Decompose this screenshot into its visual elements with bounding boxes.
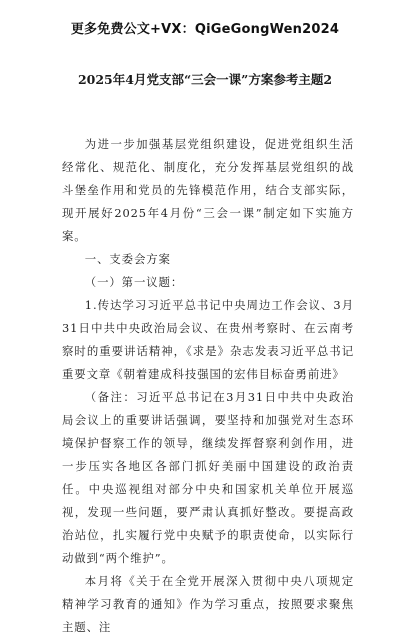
subsection-heading: （一）第一议题： — [84, 275, 184, 289]
section-heading: 一、支委会方案 — [84, 252, 171, 266]
promo-header-text: 更多免费公文+VX：QiGeGongWen2024 — [70, 22, 340, 37]
intro-paragraph: 为进一步加强基层党组织建设，促进党组织生活经常化、规范化、制度化，充分发挥基层党组织的战斗堡垒作用和党员的先锋模范作用，结合支部实际，现开展好2025年4月份“三会一课”制定如下实施方案。 — [62, 137, 354, 243]
document-body — [62, 133, 354, 639]
study-paragraph: 本月将《关于在全党开展深入贯彻中央八项规定精神学习教育的通知》作为学习重点，按照要求聚焦主题、注 — [62, 574, 354, 634]
document-title: 2025年4月党支部“三会一课”方案参考主题2 — [77, 72, 333, 87]
item-paragraph: 1.传达学习习近平总书记中央周边工作会议、3月31日中共中央政治局会议、在贵州考察时、在云南考察时的重要讲话精神，《求是》杂志发表习近平总书记重要文章《朝着建成科技强国的宏伟目标奋勇前进》 — [62, 298, 354, 381]
note-paragraph: （备注：习近平总书记在3月31日中共中央政治局会议上的重要讲话强调，要坚持和加强党对生态环境保护督察工作的领导，继续发挥督察利剑作用，进一步压实各地区各部门抓好美丽中国建设的政治责任。中央巡视组对部分中央和国家机关单位开展巡视，发现一些问题，要严肃认真抓好整改。要提高政治站位，扎实履行党中央赋予的职责使命，以实际行动做到“两个维护”。 — [62, 390, 354, 565]
